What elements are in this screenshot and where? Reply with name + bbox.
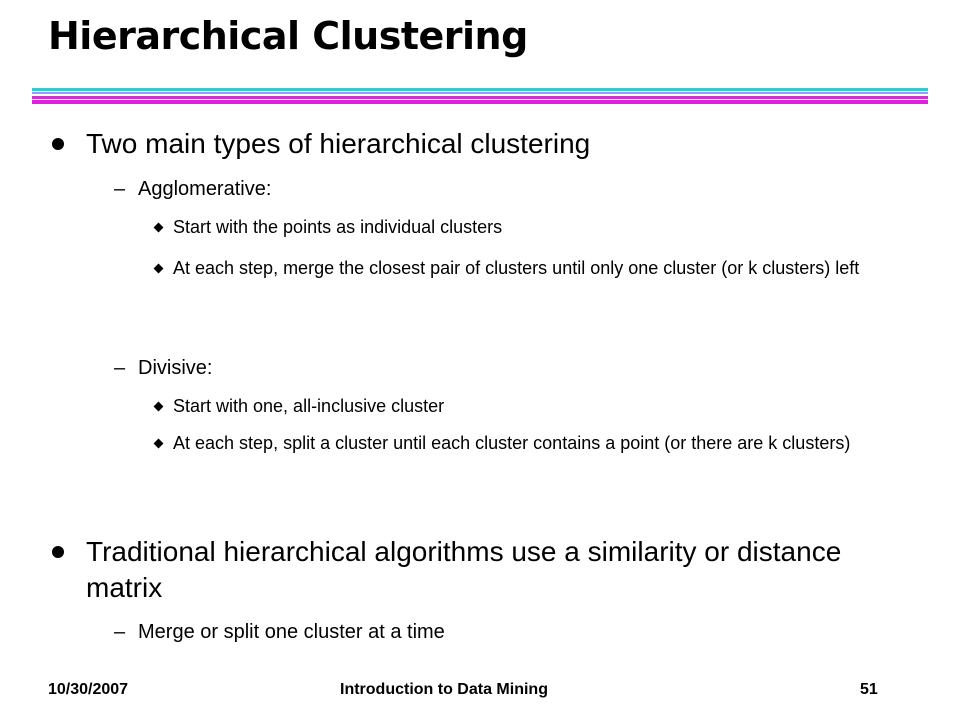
bullet-1 — [86, 126, 906, 162]
dash-icon: – — [114, 357, 126, 379]
diamond-bullet-icon — [154, 264, 164, 274]
sub-bullet-divisive — [114, 355, 213, 381]
title-rule-purple — [32, 96, 928, 99]
sub-sub-bullet-text: At each step, merge the closest pair of clusters until only one cluster (or k clusters) left — [173, 258, 860, 278]
bullet-1-text: Two main types of hierarchical clustering — [86, 128, 591, 159]
diamond-bullet-icon — [154, 223, 164, 233]
title-rule-lavender — [32, 92, 928, 94]
sub-sub-bullet — [173, 214, 913, 240]
sub-sub-bullet-text: Start with one, all-inclusive cluster — [173, 396, 445, 416]
bullet-2 — [86, 534, 846, 606]
sub-bullet-agglomerative — [114, 176, 272, 202]
sub-sub-bullet — [173, 430, 913, 456]
bullet-dot-icon — [52, 546, 64, 558]
title-rule-cyan — [32, 88, 928, 91]
footer-course: Introduction to Data Mining — [340, 681, 548, 698]
sub-sub-bullet — [173, 255, 913, 281]
bullet-dot-icon — [52, 138, 64, 150]
diamond-bullet-icon — [154, 439, 164, 449]
title-rule-magenta — [32, 100, 928, 104]
sub-bullet-text: Divisive: — [138, 357, 213, 379]
sub-sub-bullet-text: Start with the points as individual clusters — [173, 217, 503, 237]
sub-bullet-text: Agglomerative: — [138, 178, 272, 200]
dash-icon: – — [114, 178, 126, 200]
bullet-2-text: Traditional hierarchical algorithms use a similarity or distance matrix — [86, 536, 842, 603]
sub-sub-bullet-text: At each step, split a cluster until each cluster contains a point (or there are k clusters) — [173, 433, 851, 453]
footer-page-number: 51 — [860, 681, 878, 698]
sub-bullet-merge-split — [114, 619, 445, 645]
dash-icon: – — [114, 621, 126, 643]
slide-title: Hierarchical Clustering — [48, 14, 528, 58]
footer-date: 10/30/2007 — [48, 681, 129, 698]
diamond-bullet-icon — [154, 402, 164, 412]
sub-sub-bullet — [173, 393, 913, 419]
sub-bullet-text: Merge or split one cluster at a time — [138, 621, 445, 643]
